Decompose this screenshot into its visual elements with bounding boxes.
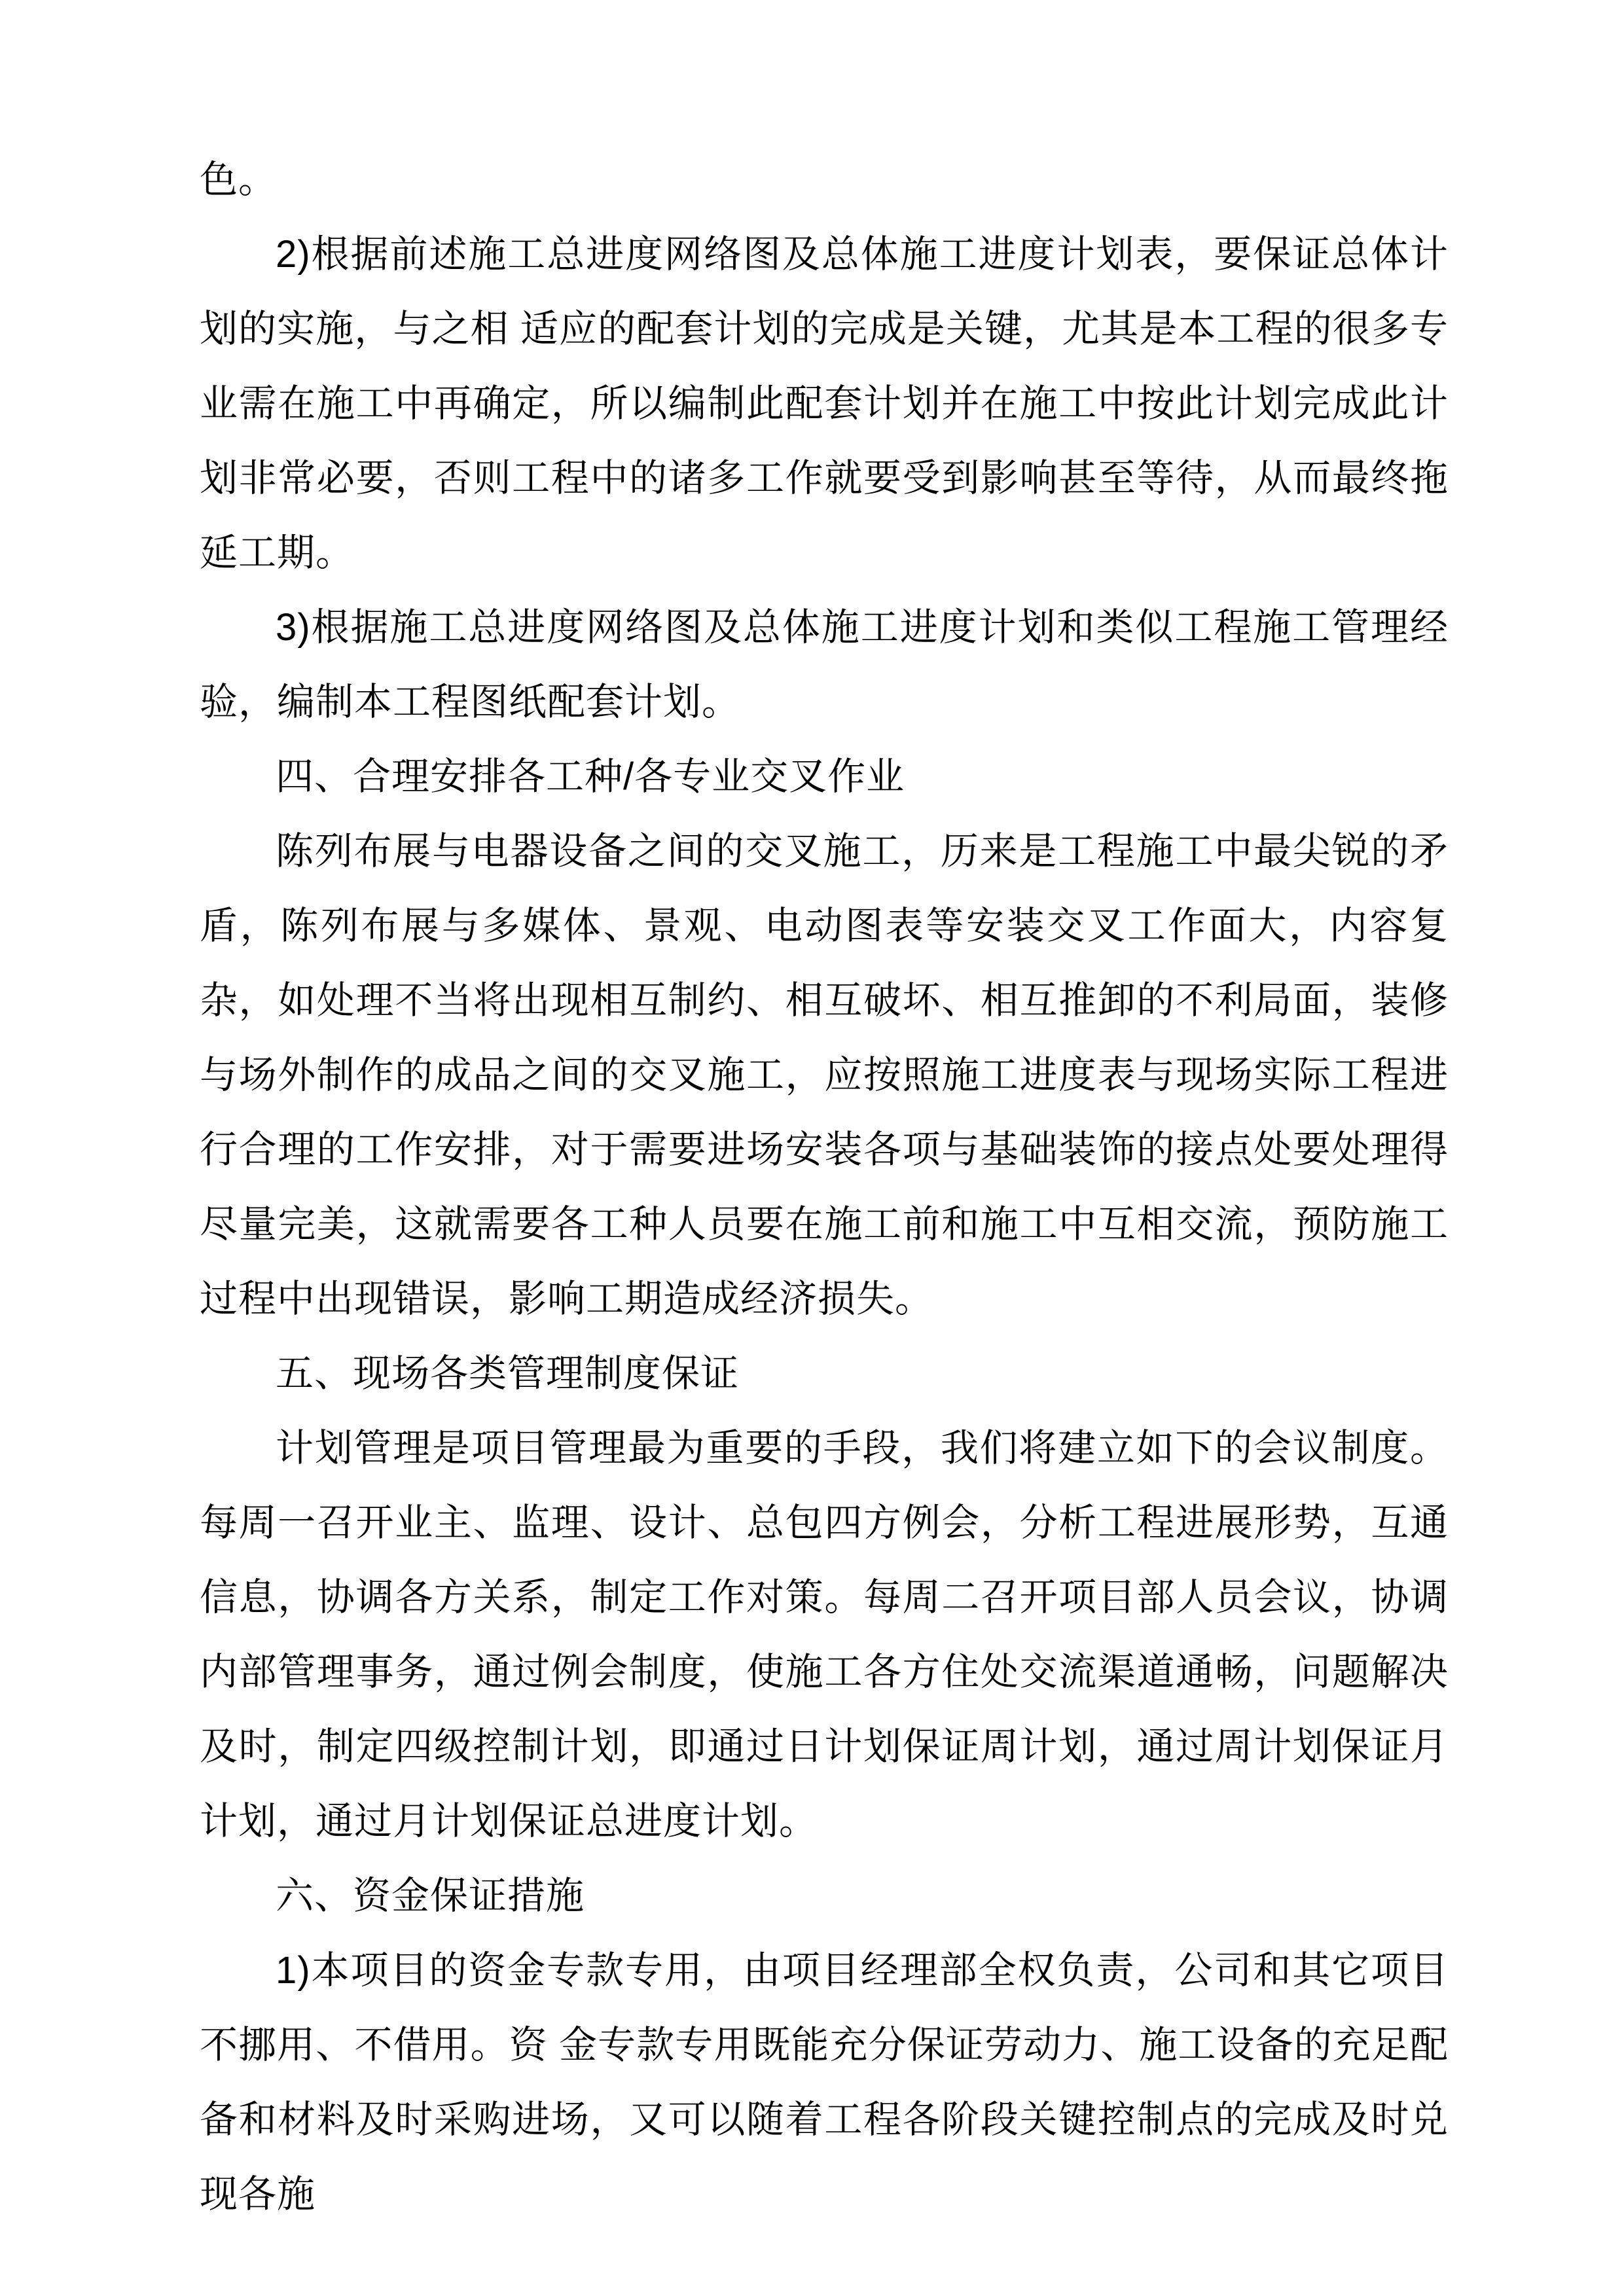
paragraph-drawing-supporting-plan: 3)根据施工总进度网络图及总体施工进度计划和类似工程施工管理经验，编制本工程图纸配套计划。 [200, 606, 1449, 723]
section-heading-four: 四、合理安排各工种/各专业交叉作业 [276, 755, 905, 798]
paragraph-continuation: 色。 [200, 158, 278, 201]
paragraph-schedule-supporting-plan: 2)根据前述施工总进度网络图及总体施工进度计划表，要保证总体计划的实施，与之相 适应的配套计划的完成是关键，尤其是本工程的很多专业需在施工中再确定，所以编制此配套计划并在施工中按此计划完成此计划非常必要，否则工程中的诸多工作就要受到影响甚至等待，从而最终拖延工期。 [200, 233, 1449, 574]
section-heading-six: 六、资金保证措施 [276, 1874, 585, 1917]
paragraph-cross-operation: 陈列布展与电器设备之间的交叉施工，历来是工程施工中最尖锐的矛盾，陈列布展与多媒体、景观、电动图表等安装交叉工作面大，内容复杂，如处理不当将出现相互制约、相互破坏、相互推卸的不利局面，装修与场外制作的成品之间的交叉施工，应按照施工进度表与现场实际工程进行合理的工作安排，对于需要进场安装各项与基础装饰的接点处要处理得尽量完美，这就需要各工种人员要在施工前和施工中互相交流，预防施工过程中出现错误，影响工期造成经济损失。 [200, 830, 1449, 1320]
paragraph-fund-guarantee: 1)本项目的资金专款专用，由项目经理部全权负责，公司和其它项目不挪用、不借用。资 金专款专用既能充分保证劳动力、施工设备的充足配备和材料及时采购进场，又可以随着工程各阶段关键控制点的完成及时兑现各施 [200, 1949, 1449, 2215]
section-heading-five: 五、现场各类管理制度保证 [276, 1352, 740, 1395]
paragraph-site-management-system: 计划管理是项目管理最为重要的手段，我们将建立如下的会议制度。每周一召开业主、监理、设计、总包四方例会，分析工程进展形势，互通信息，协调各方关系，制定工作对策。每周二召开项目部人员会议，协调内部管理事务，通过例会制度，使施工各方住处交流渠道通畅，问题解决及时，制定四级控制计划，即通过日计划保证周计划，通过周计划保证月计划，通过月计划保证总进度计划。 [200, 1427, 1449, 1842]
